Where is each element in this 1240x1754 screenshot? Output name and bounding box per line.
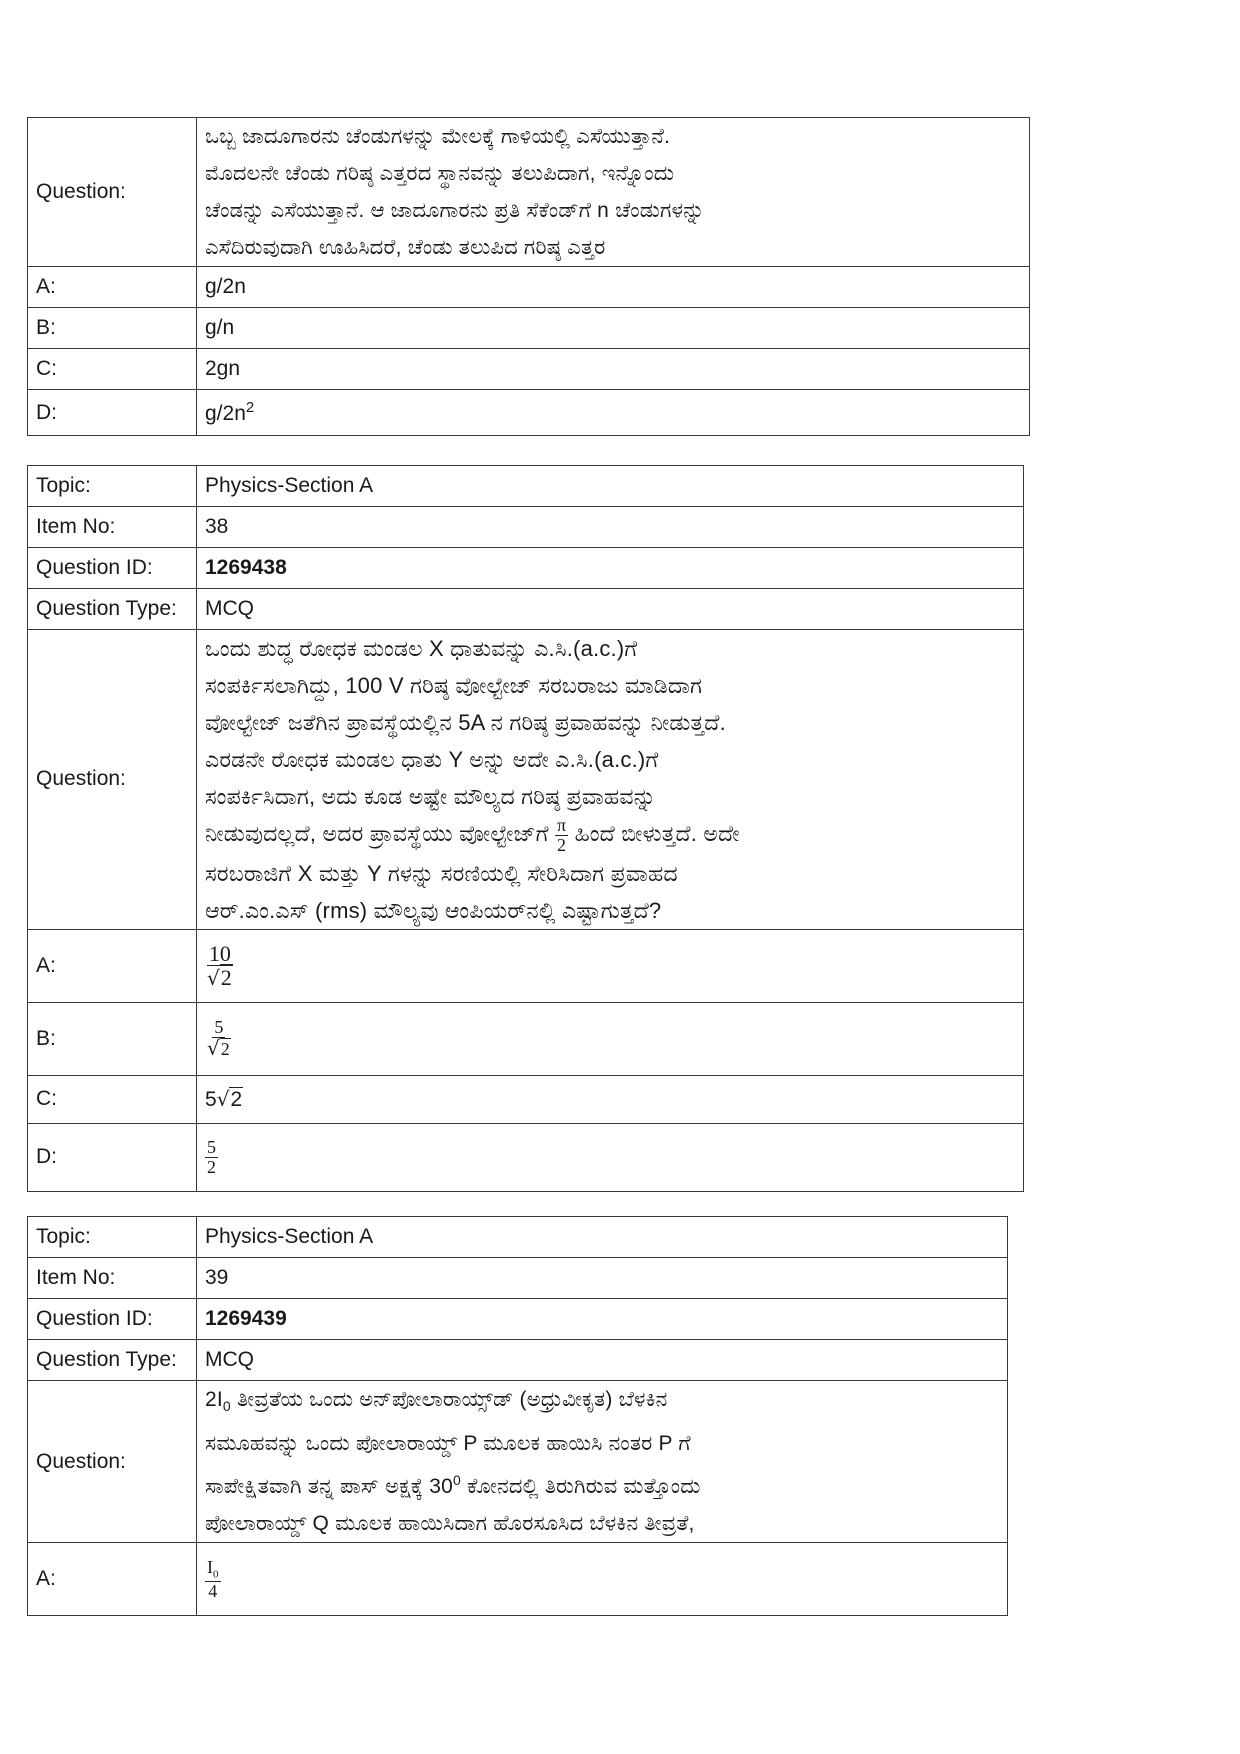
question-line: ಒಬ್ಬ ಜಾದೂಗಾರನು ಚೆಂಡುಗಳನ್ನು ಮೇಲಕ್ಕೆ ಗಾಳಿಯಲ್ಲಿ ಎಸೆಯುತ್ತಾನೆ. (205, 125, 671, 148)
option-a-value: g/2n (197, 267, 1030, 308)
coefficient: 5 (205, 1087, 217, 1111)
question-id-value: 1269438 (197, 548, 1024, 589)
option-b-value: g/n (197, 308, 1030, 349)
question-line: ಮೊದಲನೇ ಚೆಂಡು ಗರಿಷ್ಠ ಎತ್ತರದ ಸ್ಥಾನವನ್ನು ತಲುಪಿದಾಗ, ಇನ್ನೊಂದು (205, 162, 675, 185)
question-line (205, 1381, 999, 1425)
question-line: ಒಂದು ಶುದ್ಧ ರೋಧಕ ಮಂಡಲ X ಧಾತುವನ್ನು ಎ.ಸಿ.(a.c.)ಗೆ (205, 636, 638, 661)
question-type-value: MCQ (197, 589, 1024, 630)
option-b-value (197, 1002, 1024, 1075)
question-id-label: Question ID: (28, 1299, 197, 1340)
sqrt-icon: √ (207, 966, 220, 991)
item-no-value: 38 (197, 507, 1024, 548)
subscript: 0 (213, 1568, 219, 1581)
sqrt-icon: √ (207, 1036, 220, 1061)
option-d-value (197, 1123, 1024, 1191)
question-text (197, 118, 1030, 267)
topic-value: Physics-Section A (197, 1217, 1008, 1258)
option-c-value (197, 1075, 1024, 1123)
question-label: Question: (28, 118, 197, 267)
question-line: ಸರಬರಾಜಿಗೆ X ಮತ್ತು Y ಗಳನ್ನು ಸರಣಿಯಲ್ಲಿ ಸೇರಿಸಿದಾಗ ಪ್ರವಾಹದ (205, 860, 678, 886)
radicand: 2 (220, 1039, 230, 1060)
question-line: ಆರ್.ಎಂ.ಎಸ್ (rms) ಮೌಲ್ಯವು ಆಂಪಿಯರ್‌ನಲ್ಲಿ ಎಷ್ಟಾಗುತ್ತದೆ? (205, 897, 662, 923)
line-text-before: ನೀಡುವುದಲ್ಲದೆ, ಅದರ ಪ್ರಾವಸ್ಥೆಯು ವೋಲ್ಟೇಜ್‌ಗೆ (205, 821, 549, 846)
question-label: Question: (28, 630, 197, 930)
line-text: ಸಾಪೇಕ್ಷಿತವಾಗಿ ತನ್ನ ಪಾಸ್ ಅಕ್ಷಕ್ಕೆ 30 (205, 1475, 453, 1499)
fraction-numerator: 5 (207, 1136, 216, 1157)
degree-superscript: 0 (452, 1472, 461, 1489)
line-text-after: ಹಿಂದೆ ಬೀಳುತ್ತದೆ. ಅದೇ (574, 821, 740, 846)
question-type-label: Question Type: (28, 1340, 197, 1381)
option-d-label: D: (28, 390, 197, 436)
fraction-denominator (205, 966, 235, 989)
question-line: ಎಸೆದಿರುವುದಾಗಿ ಊಹಿಸಿದರೆ, ಚೆಂಡು ತಲುಪಿದ ಗರಿಷ್ಠ ಎತ್ತರ (205, 236, 606, 259)
option-a-value (197, 929, 1024, 1002)
fraction-denominator: 2 (557, 834, 567, 855)
question-text (197, 1381, 1008, 1543)
question-line: ಸಂಪರ್ಕಿಸಿದಾಗ, ಅದು ಕೂಡ ಅಷ್ಟೇ ಮೌಲ್ಯದ ಗರಿಷ್ಠ ಪ್ರವಾಹವನ್ನು (205, 784, 657, 809)
question-line: ಎರಡನೇ ರೋಧಕ ಮಂಡಲ ಧಾತು Y ಅನ್ನು ಅದೇ ಎ.ಸಿ.(a.c.)ಗೆ (205, 747, 659, 772)
question-line: ಸಂಪರ್ಕಿಸಲಾಗಿದ್ದು, 100 V ಗರಿಷ್ಠ ವೋಲ್ಟೇಜ್ ಸರಬರಾಜು ಮಾಡಿದಾಗ (205, 673, 703, 698)
item-no-label: Item No: (28, 507, 197, 548)
question-line (205, 1462, 999, 1505)
topic-label: Topic: (28, 1217, 197, 1258)
option-d-label: D: (28, 1123, 197, 1191)
line-text: ಕೋನದಲ್ಲಿ ತಿರುಗಿರುವ ಮತ್ತೊಂದು (460, 1475, 701, 1499)
fraction-numerator (205, 1558, 221, 1582)
question-label: Question: (28, 1381, 197, 1543)
fraction-numerator: π (556, 814, 567, 835)
option-d-fraction (205, 1138, 218, 1177)
option-b-fraction (205, 1018, 233, 1059)
option-a-fraction (205, 1558, 221, 1601)
option-d-value (197, 390, 1030, 436)
question-id-label: Question ID: (28, 548, 197, 589)
fraction-denominator: 2 (207, 1156, 216, 1177)
question-type-value: MCQ (197, 1340, 1008, 1381)
item-no-value: 39 (197, 1258, 1008, 1299)
option-b-label: B: (28, 308, 197, 349)
intensity-symbol: I (207, 1556, 213, 1577)
fraction-numerator: 10 (208, 940, 231, 966)
subscript: 0 (222, 1398, 231, 1415)
question-line: ಸಮೂಹವನ್ನು ಒಂದು ಪೋಲಾರಾಯ್ಡ್ P ಮೂಲಕ ಹಾಯಿಸಿ ನಂತರ P ಗೆ (205, 1432, 691, 1456)
question-type-label: Question Type: (28, 589, 197, 630)
option-a-label: A: (28, 1543, 197, 1616)
option-c-value: 2gn (197, 349, 1030, 390)
question-text (197, 630, 1024, 930)
fraction-denominator: 4 (208, 1580, 218, 1601)
question-table-39 (27, 1216, 1008, 1616)
option-c-label: C: (28, 349, 197, 390)
intensity-symbol: 2I (205, 1388, 223, 1411)
option-a-value (197, 1543, 1008, 1616)
question-id-value: 1269439 (197, 1299, 1008, 1340)
option-d-exponent: 2 (245, 399, 255, 416)
question-line: ಚೆಂಡನ್ನು ಎಸೆಯುತ್ತಾನೆ. ಆ ಜಾದೂಗಾರನು ಪ್ರತಿ ಸೆಕೆಂಡ್‌ಗೆ n ಚೆಂಡುಗಳನ್ನು (205, 199, 705, 222)
pi-over-two-fraction (555, 816, 568, 855)
fraction-denominator (205, 1038, 233, 1059)
option-d-base: g/2n (205, 402, 246, 425)
radicand: 2 (220, 965, 232, 991)
option-a-fraction (205, 942, 235, 989)
option-a-label: A: (28, 929, 197, 1002)
question-line (205, 815, 1015, 855)
fraction-numerator: 5 (214, 1017, 224, 1038)
question-table-37 (27, 117, 1030, 436)
radicand: 2 (230, 1087, 243, 1111)
question-line: ಪೋಲಾರಾಯ್ಡ್ Q ಮೂಲಕ ಹಾಯಿಸಿದಾಗ ಹೊರಸೂಸಿದ ಬೆಳಕಿನ ತೀವ್ರತೆ, (205, 1512, 695, 1536)
sqrt-icon: √ (216, 1086, 230, 1111)
question-table-38 (27, 465, 1024, 1192)
question-line: ವೋಲ್ಟೇಜ್ ಜತೆಗಿನ ಪ್ರಾವಸ್ಥೆಯಲ್ಲಿನ 5A ನ ಗರಿಷ್ಠ ಪ್ರವಾಹವನ್ನು ನೀಡುತ್ತದೆ. (205, 710, 726, 735)
option-c-label: C: (28, 1075, 197, 1123)
option-a-label: A: (28, 267, 197, 308)
line-text: ತೀವ್ರತೆಯ ಒಂದು ಅನ್‌ಪೋಲಾರಾಯ್ಸ್‌ಡ್ (ಅಧ್ರುವೀಕೃತ) ಬೆಳಕಿನ (230, 1388, 668, 1411)
topic-label: Topic: (28, 466, 197, 507)
topic-value: Physics-Section A (197, 466, 1024, 507)
item-no-label: Item No: (28, 1258, 197, 1299)
option-b-label: B: (28, 1002, 197, 1075)
